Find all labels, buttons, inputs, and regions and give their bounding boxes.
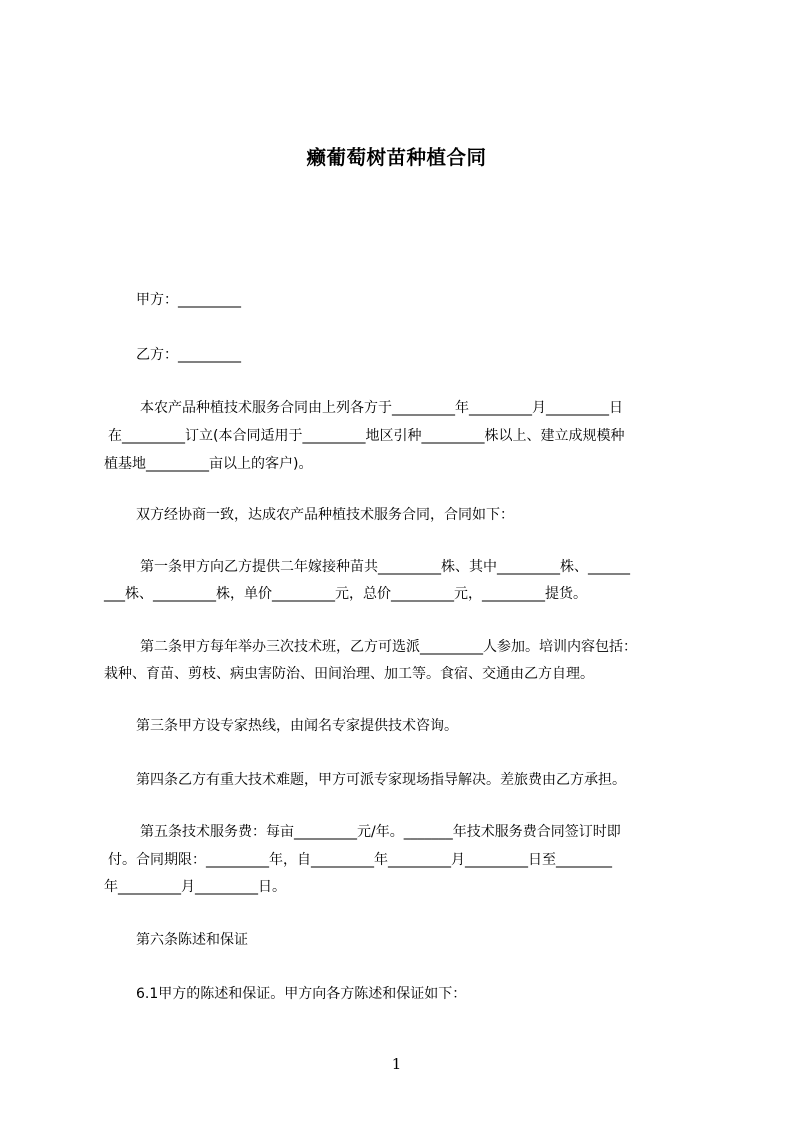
article-3: 第三条甲方设专家热线，由闻名专家提供技术咨询。 [136, 718, 458, 734]
article-6-heading: 第六条陈述和保证 [136, 932, 248, 948]
paragraph-line: 第一条甲方向乙方提供二年嫁接种苗共_________株、其中_________株、______ [140, 559, 630, 575]
page-number: 1 [391, 1055, 402, 1073]
paragraph-line: 付。合同期限：_________年，自_________年_________月_________日至________ [108, 852, 612, 868]
paragraph-line: 在_________订立(本合同适用于_________地区引种_________株以上、建立成规模种 [108, 428, 625, 444]
agreement-paragraph: 双方经协商一致，达成农产品种植技术服务合同，合同如下： [136, 507, 514, 523]
clause-6-1: 6.1甲方的陈述和保证。甲方向各方陈述和保证如下： [136, 986, 467, 1002]
article-4: 第四条乙方有重大技术难题，甲方可派专家现场指导解决。差旅费由乙方承担。 [136, 772, 626, 788]
paragraph-line: 年_________月_________日。 [104, 879, 286, 895]
party-b-line: 乙方：_________ [136, 347, 241, 363]
paragraph-line: 第二条甲方每年举办三次技术班，乙方可选派_________人参加。培训内容包括： [140, 639, 637, 655]
document-title: 癞葡萄树苗种植合同 [306, 146, 487, 169]
party-a-line: 甲方：_________ [136, 292, 241, 308]
paragraph-line: 栽种、育苗、剪枝、病虫害防治、田间治理、加工等。食宿、交通由乙方自理。 [104, 666, 594, 682]
paragraph-line: 本农产品种植技术服务合同由上列各方于_________年_________月_________日 [140, 400, 623, 416]
paragraph-line: 植基地_________亩以上的客户)。 [104, 456, 313, 472]
paragraph-line: ___株、_________株，单价_________元，总价_________元，_________提货。 [104, 586, 587, 602]
paragraph-line: 第五条技术服务费：每亩_________元/年。_______年技术服务费合同签订时即 [140, 824, 621, 840]
